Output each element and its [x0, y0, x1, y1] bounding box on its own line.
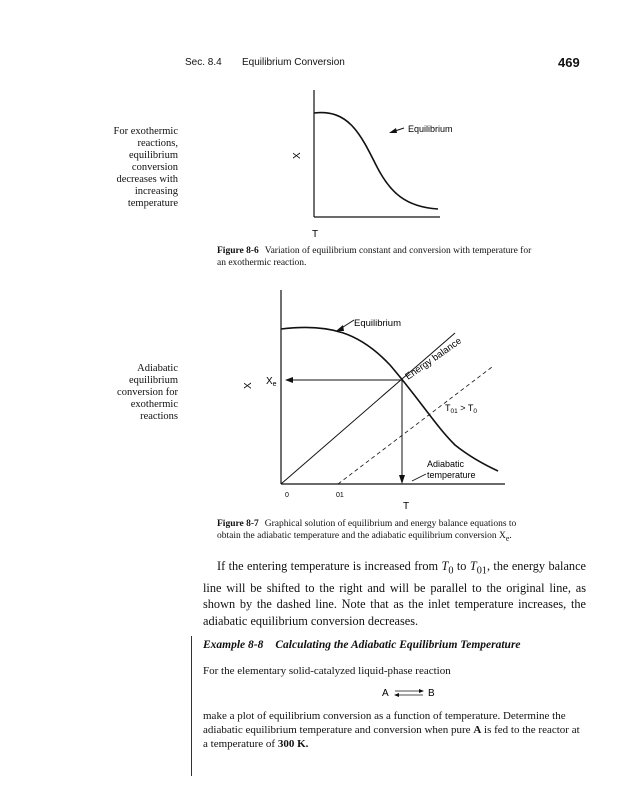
- tad-arrow-head: [399, 475, 405, 484]
- y-axis-label: X: [292, 152, 303, 159]
- figure-label: Figure 8-7: [217, 519, 259, 529]
- adiabatic-pointer: [412, 474, 426, 481]
- section-title: Equilibrium Conversion: [242, 57, 345, 68]
- figure-8-7-caption: Figure 8-7 Graphical solution of equilibrium and energy balance equations to obtain the adiabatic temperature and the adiabatic equilibrium conversion $X_e$.: [217, 519, 517, 543]
- section-number: Sec. 8.4: [185, 57, 222, 68]
- x-axis-label: T: [312, 229, 319, 240]
- energy-balance-dashed-line: [338, 367, 492, 484]
- reactant-a: A: [382, 688, 389, 699]
- product-b: B: [428, 688, 435, 699]
- figure-8-6-plot: [280, 85, 460, 240]
- figure-8-7-plot: [230, 285, 520, 515]
- adiabatic-label-1: Adiabatic: [427, 459, 465, 469]
- t01-gt-t0-label: $T_{01} > T_0$: [445, 403, 477, 415]
- equilibrium-arrow-head: [336, 325, 344, 331]
- example-bar: [191, 636, 192, 776]
- x-axis-label: T: [403, 501, 410, 512]
- margin-note-exothermic: For exothermic reactions, equilibrium conversion decreases with increasing temperature: [113, 126, 178, 209]
- page-number: 469: [558, 55, 580, 70]
- reverse-arrow-head: [394, 693, 399, 697]
- t0-tick-label: 0: [285, 492, 289, 499]
- xe-arrow-head: [285, 377, 293, 383]
- figure-label: Figure 8-6: [217, 246, 259, 256]
- arrow-head: [389, 128, 397, 133]
- curve-label: Equilibrium: [408, 124, 453, 134]
- reaction-equation: [380, 684, 440, 704]
- figure-8-6-caption: Figure 8-6 Variation of equilibrium constant and conversion with temperature for an exothermic reaction.: [217, 246, 532, 268]
- example-intro: For the elementary solid-catalyzed liquid-phase reaction: [203, 665, 451, 677]
- y-axis-label: X: [243, 382, 254, 389]
- example-body: make a plot of equilibrium conversion as a function of temperature. Determine the adiabatic equilibrium temperature and conversion when pure A is fed to the reactor at a temperature of 300 K.: [203, 710, 580, 750]
- equilibrium-curve: [281, 327, 498, 471]
- t01-tick-label: 01: [336, 492, 344, 499]
- equilibrium-label: Equilibrium: [354, 318, 401, 329]
- body-paragraph: If the entering temperature is increased from $T_0$ to $T_{01}$, the energy balance line will be shifted to the right and will be parallel to the original line, as shown by the dashed line. Note that as the inlet temperature increases, the adiabatic equilibrium conversion decreases.: [203, 559, 586, 628]
- adiabatic-label-2: temperature: [427, 470, 476, 480]
- energy-balance-label: Energy balance: [403, 335, 464, 383]
- margin-note-adiabatic: Adiabatic equilibrium conversion for exothermic reactions: [117, 363, 178, 422]
- example-title: Example 8-8 Calculating the Adiabatic Equilibrium Temperature: [203, 639, 521, 651]
- forward-arrow-head: [419, 689, 424, 693]
- xe-label: $X_e$: [266, 376, 277, 388]
